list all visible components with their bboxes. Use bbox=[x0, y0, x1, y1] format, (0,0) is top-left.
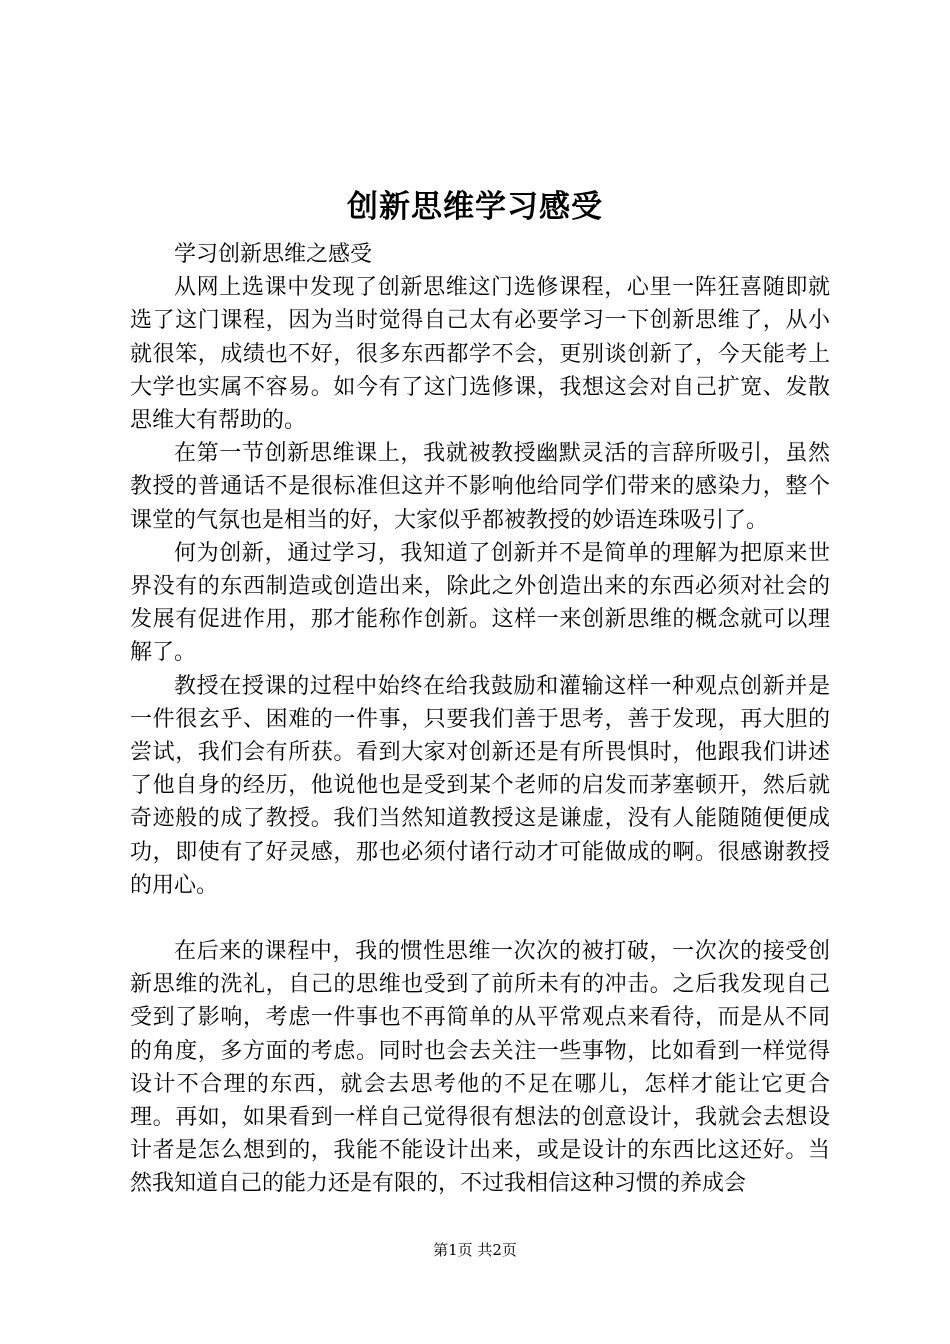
document-subtitle: 学习创新思维之感受 bbox=[174, 242, 373, 267]
page-footer: 第1页 共2页 bbox=[433, 1241, 517, 1259]
paragraph-spacer bbox=[130, 902, 830, 935]
paragraph-3: 何为创新，通过学习，我知道了创新并不是简单的理解为把原来世界没有的东西制造或创造出来，除此之外创造出来的东西必须对社会的发展有促进作用，那才能称作创新。这样一来创新思维的概念就可以理解了。 bbox=[130, 540, 830, 666]
paragraph-4: 教授在授课的过程中始终在给我鼓励和灌输这样一种观点创新并是一件很玄乎、困难的一件事，只要我们善于思考，善于发现，再大胆的尝试，我们会有所获。看到大家对创新还是有所畏惧时，他跟我们讲述了他自身的经历，他说他也是受到某个老师的启发而茅塞顿开，然后就奇迹般的成了教授。我们当然知道教授这是谦虚，没有人能随随便便成功，即使有了好灵感，那也必须付诸行动才可能做成的啊。很感谢教授的用心。 bbox=[130, 673, 830, 898]
paragraph-5: 在后来的课程中，我的惯性思维一次次的被打破，一次次的接受创新思维的洗礼，自己的思维也受到了前所未有的冲击。之后我发现自己受到了影响，考虑一件事也不再简单的从平常观点来看待，而是从不同的角度，多方面的考虑。同时也会去关注一些事物，比如看到一样觉得设计不合理的东西，就会去思考他的不足在哪儿，怎样才能让它更合理。再如，如果看到一样自己觉得很有想法的创意设计，我就会去想设计者是怎么想到的，我能不能设计出来，或是设计的东西比这还好。当然我知道自己的能力还是有限的，不过我相信这种习惯的养成会 bbox=[130, 939, 830, 1197]
document-title: 创新思维学习感受 bbox=[347, 189, 603, 225]
document-body bbox=[130, 238, 830, 1201]
paragraph-2: 在第一节创新思维课上，我就被教授幽默灵活的言辞所吸引，虽然教授的普通话不是很标准但这并不影响他给同学们带来的感染力，整个课堂的气氛也是相当的好，大家似乎都被教授的妙语连珠吸引了。 bbox=[130, 441, 830, 533]
paragraph-1: 从网上选课中发现了创新思维这门选修课程，心里一阵狂喜随即就选了这门课程，因为当时觉得自己太有必要学习一下创新思维了，从小就很笨，成绩也不好，很多东西都学不会，更别谈创新了，今天能考上大学也实属不容易。如今有了这门选修课，我想这会对自己扩宽、发散思维大有帮助的。 bbox=[130, 275, 830, 434]
